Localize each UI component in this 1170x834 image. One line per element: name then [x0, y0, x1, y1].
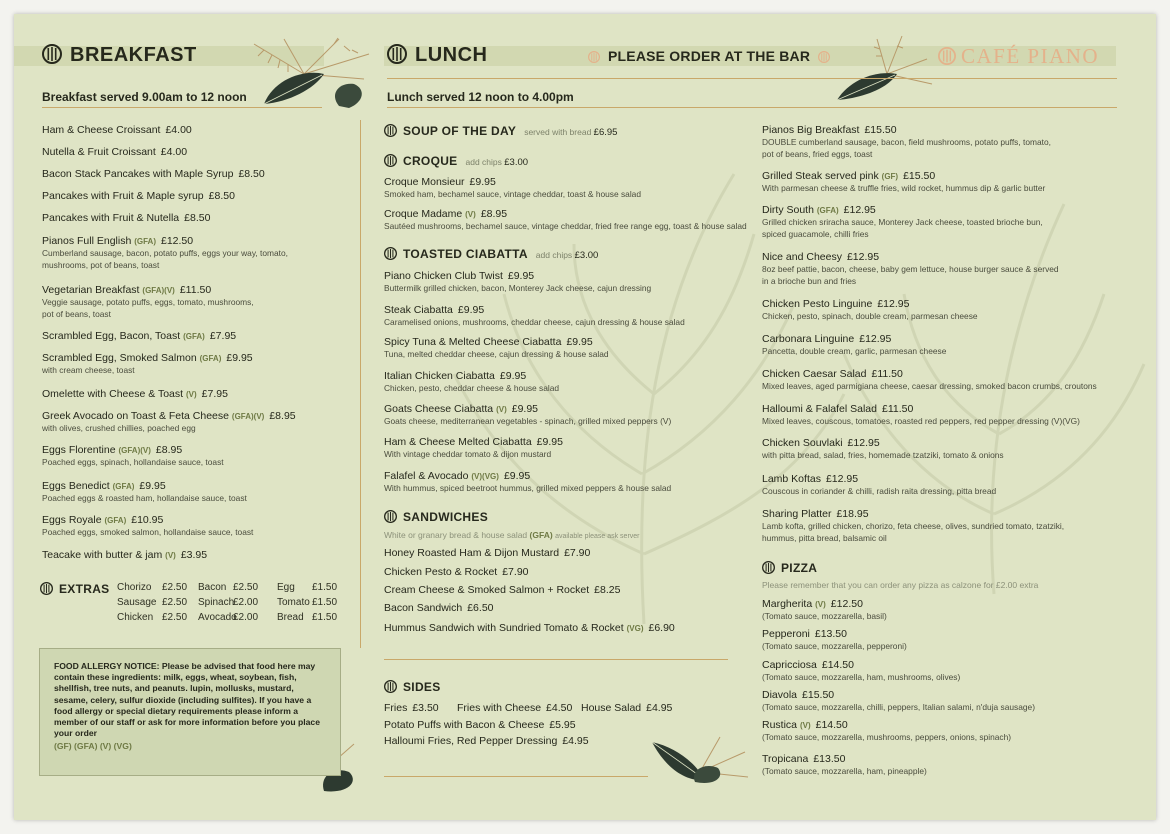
sandwich-item — [384, 622, 675, 635]
item-name: Falafel & Avocado — [384, 470, 469, 482]
sandwich-item — [384, 584, 620, 597]
item-price: £12.95 — [846, 251, 880, 263]
item-name: Greek Avocado on Toast & Feta Cheese — [42, 410, 229, 422]
extra-name: Bacon — [198, 582, 227, 593]
item-price: £8.95 — [269, 410, 296, 422]
extra-name: Egg — [277, 582, 295, 593]
item-price: £12.95 — [859, 333, 892, 345]
ciabatta-chips-price: £3.00 — [574, 250, 599, 261]
dietary-tag: (GFA)(V) — [142, 286, 175, 295]
extra-price: £1.50 — [312, 597, 338, 608]
item-price: £11.50 — [179, 284, 212, 296]
item-description: 8oz beef pattie, bacon, cheese, baby gem lettuce, house burger sauce & served — [762, 264, 1059, 274]
item-name: Margherita — [762, 598, 813, 610]
ciabatta-item — [384, 470, 671, 495]
item-description: Pancetta, double cream, garlic, parmesan cheese — [762, 346, 947, 356]
item-name: Chicken Pesto Linguine — [762, 298, 873, 310]
extra-name: Chorizo — [117, 582, 152, 593]
ciabatta-item — [384, 270, 651, 295]
item-description: Sautéed mushrooms, bechamel sauce, vintage cheddar, fried free range egg, toast & house salad — [384, 221, 747, 231]
item-name: Croque Madame — [384, 208, 463, 220]
piano-logo-icon — [40, 582, 53, 595]
soup-title: SOUP OF THE DAY — [403, 124, 517, 138]
item-name: Cream Cheese & Smoked Salmon + Rocket — [384, 584, 590, 596]
side-item — [384, 719, 576, 732]
order-at-bar-text: PLEASE ORDER AT THE BAR — [608, 48, 811, 64]
item-name: Capricciosa — [762, 659, 817, 671]
extra-name: Tomato — [277, 597, 310, 608]
dietary-tag: (GFA) — [134, 237, 156, 246]
item-price: £6.50 — [467, 602, 494, 614]
item-price: £13.50 — [813, 753, 846, 765]
item-price: £4.95 — [562, 735, 589, 747]
item-name: Diavola — [762, 689, 798, 701]
item-description: With vintage cheddar tomato & dijon mustard — [384, 449, 552, 459]
item-price: £7.95 — [209, 330, 237, 342]
main-item — [762, 251, 1059, 287]
item-description: Caramelised onions, mushrooms, cheddar cheese, cajun dressing & house salad — [384, 317, 685, 327]
croque-chips-price: £3.00 — [504, 157, 529, 168]
item-description: (Tomato sauce, mozzarella, basil) — [762, 611, 887, 621]
piano-logo-icon — [384, 154, 397, 167]
item-description: with cream cheese, toast — [42, 365, 135, 375]
item-price: £9.95 — [507, 270, 535, 282]
item-name: Halloumi & Falafel Salad — [762, 403, 877, 415]
item-name: Carbonara Linguine — [762, 333, 855, 345]
item-name: Halloumi Fries, Red Pepper Dressing — [384, 735, 558, 747]
item-price: £6.90 — [648, 622, 675, 634]
item-description-line-2: pot of beans, toast — [42, 308, 111, 319]
main-item — [762, 403, 1080, 428]
piano-logo-icon — [384, 510, 397, 523]
column-divider — [360, 120, 361, 648]
item-name: Eggs Benedict — [42, 480, 110, 492]
sandwich-item — [384, 602, 494, 615]
item-price: £10.95 — [131, 514, 164, 526]
breakfast-item — [42, 212, 210, 225]
dietary-tag: (V) — [465, 210, 476, 219]
item-price: £4.00 — [165, 124, 192, 136]
item-description: With parmesan cheese & truffle fries, wild rocket, hummus dip & garlic butter — [762, 183, 1046, 193]
item-name: Honey Roasted Ham & Dijon Mustard — [384, 547, 560, 559]
item-name: Steak Ciabatta — [384, 304, 453, 316]
item-description: Smoked ham, bechamel sauce, vintage cheddar, toast & house salad — [384, 189, 641, 199]
item-name: Pianos Full English — [42, 235, 132, 247]
item-name: Pianos Big Breakfast — [762, 124, 860, 136]
ciabatta-item — [384, 436, 563, 461]
item-name: Scrambled Egg, Smoked Salmon — [42, 352, 197, 364]
extra-name: Chicken — [117, 612, 154, 623]
extra-name: Spinach — [198, 597, 235, 608]
extras-title — [40, 582, 109, 596]
allergy-notice — [39, 648, 341, 776]
dietary-tag: (V) — [799, 721, 811, 730]
item-name: Tropicana — [762, 753, 809, 765]
item-price: £9.95 — [511, 403, 539, 415]
dietary-tag: (GFA)(V) — [231, 412, 265, 421]
main-item — [762, 204, 1043, 240]
extra-price: £2.00 — [233, 612, 259, 623]
item-description-line-2: pot of beans, fried eggs, toast — [762, 148, 873, 159]
item-name: Pancakes with Fruit & Nutella — [42, 212, 180, 224]
breakfast-item — [42, 146, 187, 159]
main-item — [762, 298, 978, 323]
item-price: £4.95 — [646, 702, 673, 714]
item-price: £5.95 — [549, 719, 576, 731]
item-price: £4.00 — [160, 146, 188, 158]
ciabatta-note — [536, 250, 599, 260]
item-description-line-2: mushrooms, pot of beans, toast — [42, 259, 160, 270]
allergy-tags: (GF) (GFA) (V) (VG) — [54, 741, 132, 752]
croque-section — [384, 154, 528, 168]
item-description: (Tomato sauce, mozzarella, chilli, peppers, Italian salami, n'duja sausage) — [762, 702, 1035, 712]
breakfast-item — [42, 549, 207, 562]
item-description: Lamb kofta, grilled chicken, chorizo, feta cheese, olives, sundried tomato, tzatziki, — [762, 521, 1065, 531]
item-price: £8.50 — [208, 190, 235, 202]
menu-page — [14, 14, 1156, 820]
item-name: Eggs Florentine — [42, 444, 116, 456]
item-name: Goats Cheese Ciabatta — [384, 403, 494, 415]
lunch-title-text: LUNCH — [415, 44, 488, 66]
dietary-tag: (V) — [185, 390, 197, 399]
croque-note — [465, 157, 528, 167]
breakfast-hours: Breakfast served 9.00am to 12 noon — [42, 90, 247, 104]
dietary-tag: (VG) — [626, 624, 644, 633]
breakfast-item — [42, 124, 192, 137]
item-price: £15.50 — [903, 170, 936, 182]
sandwiches-title: SANDWICHES — [403, 510, 489, 524]
extras-title-text: EXTRAS — [59, 582, 110, 596]
item-name: Ham & Cheese Croissant — [42, 124, 161, 136]
sandwiches-section — [384, 510, 488, 524]
soup-price: £6.95 — [593, 127, 618, 138]
item-price: £12.95 — [825, 473, 859, 485]
sandwiches-note-text: White or granary bread & house salad — [384, 530, 528, 540]
item-description: Couscous in coriander & chilli, radish raita dressing, pitta bread — [762, 486, 997, 496]
pizza-item — [762, 628, 907, 653]
item-name: Bacon Sandwich — [384, 602, 463, 614]
item-price: £12.95 — [847, 437, 880, 449]
item-description: (Tomato sauce, mozzarella, mushrooms, peppers, onions, spinach) — [762, 732, 1012, 742]
croque-note-text: add chips — [465, 157, 502, 167]
item-price: £9.95 — [469, 176, 496, 188]
ciabatta-title: TOASTED CIABATTA — [403, 247, 528, 261]
pizza-note: Please remember that you can order any pizza as calzone for £2.00 extra — [762, 580, 1039, 590]
item-price: £14.50 — [821, 659, 854, 671]
dietary-tag: (V) — [165, 551, 176, 560]
ciabatta-item — [384, 370, 559, 395]
item-price: £3.50 — [412, 702, 439, 714]
item-name: Chicken Pesto & Rocket — [384, 566, 498, 578]
item-name: Potato Puffs with Bacon & Cheese — [384, 719, 545, 731]
breakfast-item — [42, 284, 254, 320]
item-name: Grilled Steak served pink — [762, 170, 879, 182]
item-name: Lamb Koftas — [762, 473, 821, 485]
breakfast-item — [42, 410, 296, 435]
breakfast-item — [42, 330, 236, 343]
sandwiches-note-tail: available please ask server — [555, 533, 640, 540]
item-description: Mixed leaves, aged parmigiana cheese, caesar dressing, smoked bacon crumbs, croutons — [762, 381, 1097, 391]
main-item — [762, 437, 1004, 462]
item-price: £18.95 — [836, 508, 869, 520]
mains-list — [762, 14, 1152, 814]
item-price: £8.95 — [155, 444, 183, 456]
item-name: House Salad — [581, 702, 642, 714]
breakfast-item — [42, 514, 253, 539]
item-name: Nutella & Fruit Croissant — [42, 146, 156, 158]
item-description: with pitta bread, salad, fries, homemade tzatziki, tomato & onions — [762, 450, 1004, 460]
extra-price: £1.50 — [312, 582, 338, 593]
extra-name: Sausage — [117, 597, 157, 608]
breakfast-item — [42, 168, 265, 181]
item-price: £12.95 — [877, 298, 910, 310]
extra-price: £2.50 — [233, 582, 259, 593]
main-item — [762, 508, 1064, 544]
side-item — [581, 702, 672, 715]
ciabatta-section — [384, 247, 598, 261]
item-name: Pepperoni — [762, 628, 810, 640]
ciabatta-item — [384, 304, 685, 329]
item-description: (Tomato sauce, mozzarella, pepperoni) — [762, 641, 907, 651]
side-item — [457, 702, 572, 715]
extra-name: Avocado — [198, 612, 237, 623]
item-name: Nice and Cheesy — [762, 251, 842, 263]
item-name: Bacon Stack Pancakes with Maple Syrup — [42, 168, 234, 180]
item-price: £12.50 — [830, 598, 863, 610]
dietary-tag: (V) — [815, 600, 826, 609]
pizza-item — [762, 689, 1035, 714]
piano-logo-icon — [762, 561, 775, 574]
breakfast-item — [42, 480, 247, 505]
dietary-tag: (GFA) — [183, 332, 205, 341]
piano-logo-icon — [384, 680, 397, 693]
sides-title: SIDES — [403, 680, 441, 694]
ciabatta-item — [384, 403, 671, 428]
item-description: Poached eggs, smoked salmon, hollandaise sauce, toast — [42, 527, 254, 537]
item-name: Dirty South — [762, 204, 814, 216]
item-price: £9.95 — [226, 352, 253, 364]
pizza-item — [762, 719, 1011, 744]
item-description: With hummus, spiced beetroot hummus, grilled mixed peppers & house salad — [384, 483, 672, 493]
item-description: Poached eggs, spinach, hollandaise sauce, toast — [42, 457, 224, 467]
main-item — [762, 170, 1045, 195]
item-price: £8.95 — [480, 208, 508, 220]
dietary-tag: (GFA) — [199, 354, 222, 363]
piano-logo-icon — [384, 247, 397, 260]
item-price: £9.95 — [536, 436, 563, 448]
item-price: £9.95 — [499, 370, 527, 382]
item-name: Rustica — [762, 719, 798, 731]
sides-divider — [384, 776, 648, 777]
item-description: (Tomato sauce, mozzarella, ham, mushrooms, olives) — [762, 672, 961, 682]
side-item — [384, 702, 439, 715]
breakfast-item — [42, 352, 253, 377]
item-name: Omelette with Cheese & Toast — [42, 388, 184, 400]
pizza-title: PIZZA — [781, 561, 818, 575]
item-name: Croque Monsieur — [384, 176, 465, 188]
item-name: Pancakes with Fruit & Maple syrup — [42, 190, 204, 202]
item-price: £15.50 — [864, 124, 897, 136]
item-description-line-2: hummus, pitta bread, balsamic oil — [762, 532, 887, 543]
sides-section — [384, 680, 441, 694]
item-description: Tuna, melted cheddar cheese, cajun dressing & house salad — [384, 349, 609, 359]
item-description-line-2: spiced guacamole, chilli fries — [762, 228, 869, 239]
item-name: Piano Chicken Club Twist — [384, 270, 503, 282]
dietary-tag: (GFA) — [529, 530, 553, 540]
extra-price: £2.50 — [162, 582, 188, 593]
dietary-tag: (V)(VG) — [471, 472, 499, 481]
breakfast-item — [42, 190, 235, 203]
item-name: Spicy Tuna & Melted Cheese Ciabatta — [384, 336, 562, 348]
cafe-piano-logo-text: CAFÉ PIANO — [961, 44, 1100, 68]
dietary-tag: (GFA)(V) — [118, 446, 151, 455]
item-description: with olives, crushed chillies, poached egg — [42, 423, 196, 433]
item-name: Hummus Sandwich with Sundried Tomato & Rocket — [384, 622, 624, 634]
extra-price: £2.50 — [162, 612, 188, 623]
item-name: Fries — [384, 702, 408, 714]
ciabatta-note-text: add chips — [535, 250, 573, 260]
sandwich-divider — [384, 659, 728, 660]
item-name: Teacake with butter & jam — [42, 549, 163, 561]
item-name: Chicken Caesar Salad — [762, 368, 867, 380]
breakfast-item — [42, 235, 288, 271]
pizza-item — [762, 598, 887, 623]
item-price: £9.95 — [503, 470, 531, 482]
item-name: Fries with Cheese — [457, 702, 542, 714]
breakfast-title-text: BREAKFAST — [70, 44, 197, 66]
item-price: £11.50 — [881, 403, 914, 415]
item-price: £3.95 — [180, 549, 208, 561]
extra-price: £2.50 — [162, 597, 188, 608]
item-description: DOUBLE cumberland sausage, bacon, field mushrooms, potato puffs, tomato, — [762, 137, 1051, 147]
extra-price: £1.50 — [312, 612, 338, 623]
main-item — [762, 124, 1051, 160]
pizza-section — [762, 561, 817, 575]
breakfast-item — [42, 388, 228, 401]
dietary-tag: (V) — [496, 405, 507, 414]
item-price: £7.90 — [564, 547, 591, 559]
item-description: Mixed leaves, couscous, tomatoes, roasted red peppers, red pepper dressing (V)(VG) — [762, 416, 1080, 426]
item-price: £8.25 — [594, 584, 621, 596]
item-name: Scrambled Egg, Bacon, Toast — [42, 330, 181, 342]
item-name: Vegetarian Breakfast — [42, 284, 140, 296]
item-name: Ham & Cheese Melted Ciabatta — [384, 436, 532, 448]
item-description: Cumberland sausage, bacon, potato puffs, eggs your way, tomato, — [42, 248, 288, 258]
item-description: Grilled chicken sriracha sauce, Monterey Jack cheese, toasted brioche bun, — [762, 217, 1043, 227]
croque-item — [384, 208, 747, 233]
item-description: Poached eggs & roasted ham, hollandaise sauce, toast — [42, 493, 247, 503]
item-description: Chicken, pesto, cheddar cheese & house salad — [384, 383, 560, 393]
item-price: £7.90 — [502, 566, 529, 578]
soup-note-text: served with bread — [524, 127, 592, 137]
item-price: £9.95 — [566, 336, 593, 348]
item-price: £4.50 — [546, 702, 573, 714]
lunch-list — [384, 14, 764, 814]
item-price: £15.50 — [802, 689, 835, 701]
item-price: £8.50 — [184, 212, 211, 224]
croque-title: CROQUE — [403, 154, 458, 168]
item-name: Italian Chicken Ciabatta — [384, 370, 495, 382]
item-price: £13.50 — [814, 628, 847, 640]
item-price: £7.95 — [201, 388, 228, 400]
item-description: Buttermilk grilled chicken, bacon, Monterey Jack cheese, cajun dressing — [384, 283, 652, 293]
dietary-tag: (GFA) — [104, 516, 127, 525]
pizza-item — [762, 753, 927, 778]
item-price: £12.95 — [843, 204, 876, 216]
dietary-tag: (GFA) — [112, 482, 135, 491]
lunch-hours: Lunch served 12 noon to 4.00pm — [387, 90, 574, 104]
breakfast-item — [42, 444, 224, 469]
allergy-text: FOOD ALLERGY NOTICE: Please be advised that food here may contain these ingredients: milk, eggs, wheat, soybean, fish, shellfish, tree nuts, and peanuts. lupin, mollusks, mustard, sesame, celery, sulfur dioxide (including sulfites). If you have a food allergy or special dietary requirements please inform a member of our staff or ask for more information before you place your order — [54, 661, 320, 739]
main-item — [762, 473, 996, 498]
soup-section — [384, 124, 617, 138]
extra-name: Bread — [277, 612, 304, 623]
item-price: £9.95 — [139, 480, 166, 492]
item-name: Sharing Platter — [762, 508, 832, 520]
side-item — [384, 735, 589, 748]
item-price: £14.50 — [815, 719, 848, 731]
sandwiches-note — [384, 530, 640, 540]
ciabatta-item — [384, 336, 609, 361]
item-description: Goats cheese, mediterranean vegetables - spinach, grilled mixed peppers (V) — [384, 416, 672, 426]
item-price: £12.50 — [161, 235, 194, 247]
main-item — [762, 333, 946, 358]
soup-note — [524, 127, 617, 137]
sandwich-item — [384, 547, 590, 560]
item-description-line-2: in a brioche bun and fries — [762, 275, 857, 286]
item-price: £8.50 — [238, 168, 265, 180]
croque-item — [384, 176, 641, 201]
item-description: Veggie sausage, potato puffs, eggs, tomato, mushrooms, — [42, 297, 254, 307]
piano-logo-icon — [384, 124, 397, 137]
breakfast-list — [42, 14, 342, 574]
dietary-tag: (GFA) — [816, 206, 839, 215]
sandwich-item — [384, 566, 529, 579]
item-description: (Tomato sauce, mozzarella, ham, pineapple) — [762, 766, 927, 776]
pizza-item — [762, 659, 960, 684]
item-name: Eggs Royale — [42, 514, 102, 526]
dietary-tag: (GF) — [881, 172, 899, 181]
item-description: Chicken, pesto, spinach, double cream, parmesan cheese — [762, 311, 978, 321]
item-price: £11.50 — [871, 368, 903, 380]
main-item — [762, 368, 1097, 393]
item-name: Chicken Souvlaki — [762, 437, 843, 449]
extra-price: £2.00 — [233, 597, 259, 608]
item-price: £9.95 — [457, 304, 485, 316]
